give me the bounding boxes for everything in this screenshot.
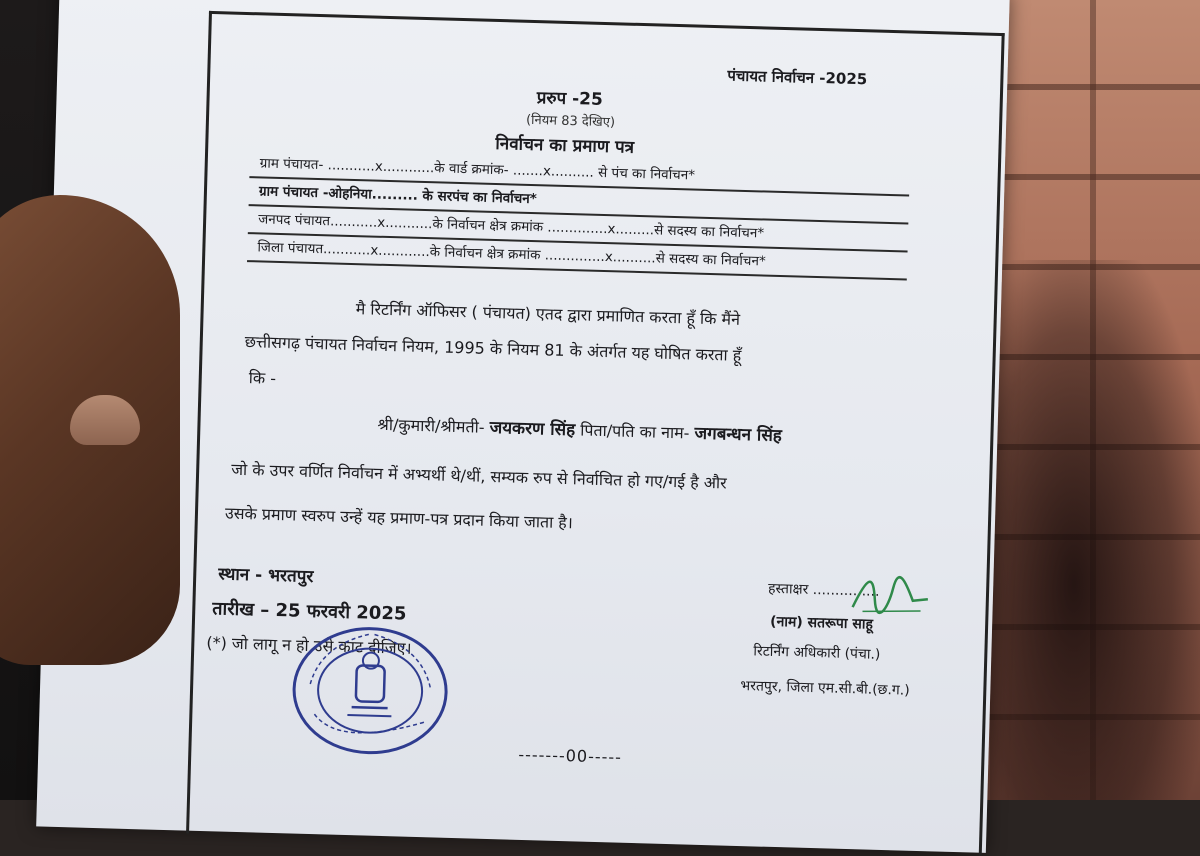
certificate-title: निर्वाचन का प्रमाण पत्र	[495, 133, 635, 158]
candidate-name: जयकरण सिंह	[489, 417, 576, 441]
candidate-prefix: श्री/कुमारी/श्रीमती-	[377, 414, 485, 437]
father-label: पिता/पति का नाम-	[580, 420, 690, 443]
signature-icon	[842, 569, 933, 621]
row-gram-panch: ग्राम पंचायत- ...........x............के वार्ड क्रमांक- .......x.......... से पंच का निर्वाचन*	[249, 150, 910, 196]
row-zila: जिला पंचायत...........x............के निर्वाचन क्षेत्र क्रमांक ..............x..........से सदस्य का निर्वाचन*	[247, 234, 908, 280]
para2-line2: उसके प्रमाण स्वरुप उन्हें यह प्रमाण-पत्र प्रदान किया जाता है।	[224, 503, 574, 533]
row-gram-sarpanch: ग्राम पंचायत -ओहनिया......... के सरपंच का निर्वाचन*	[249, 178, 910, 224]
row-janpad: जनपद पंचायत...........x...........के निर्वाचन क्षेत्र क्रमांक ..............x.........से सदस्य का निर्वाचन*	[248, 206, 909, 252]
certificate-paper	[36, 0, 1010, 853]
para1-line1: मै रिटर्निंग ऑफिसर ( पंचायत) एतद द्वारा प्रमाणित करता हूँ कि मैंने	[355, 299, 741, 329]
official-seal-icon	[288, 623, 452, 757]
father-name: जगबन्धन सिंह	[694, 423, 783, 447]
signature-label: हस्ताक्षर ...............	[767, 580, 880, 600]
date: तारीख – 25 फरवरी 2025	[212, 598, 407, 625]
para2-line1: जो के उपर वर्णित निर्वाचन में अभ्यर्थी थे/थीं, सम्यक रुप से निर्वाचित हो गए/गई है और	[230, 459, 727, 493]
officer-district: भरतपुर, जिला एम.सी.बी.(छ.ग.)	[740, 678, 910, 699]
election-type-table	[247, 150, 910, 280]
rule-reference: (नियम 83 देखिए)	[525, 112, 616, 131]
election-header: पंचायत निर्वाचन -2025	[727, 66, 868, 89]
end-mark: -------00-----	[518, 744, 623, 767]
certificate-content	[36, 0, 1010, 853]
para1-line2: छत्तीसगढ़ पंचायत निर्वाचन नियम, 1995 के नियम 81 के अंतर्गत यह घोषित करता हूँ	[244, 332, 742, 365]
officer-name: (नाम) सतरूपा साहू	[769, 613, 874, 633]
form-number: प्ररुप -25	[536, 88, 604, 110]
candidate-line	[377, 412, 782, 446]
place: स्थान - भरतपुर	[218, 564, 314, 588]
thumb-nail	[70, 395, 140, 445]
officer-title: रिटर्निंग अधिकारी (पंचा.)	[753, 643, 881, 663]
holding-thumb	[0, 195, 180, 665]
footnote: (*) जो लागू न हो उसे काट दीजिए।	[206, 633, 412, 658]
hand-shadow	[990, 260, 1200, 800]
para1-line3: कि -	[248, 368, 277, 388]
